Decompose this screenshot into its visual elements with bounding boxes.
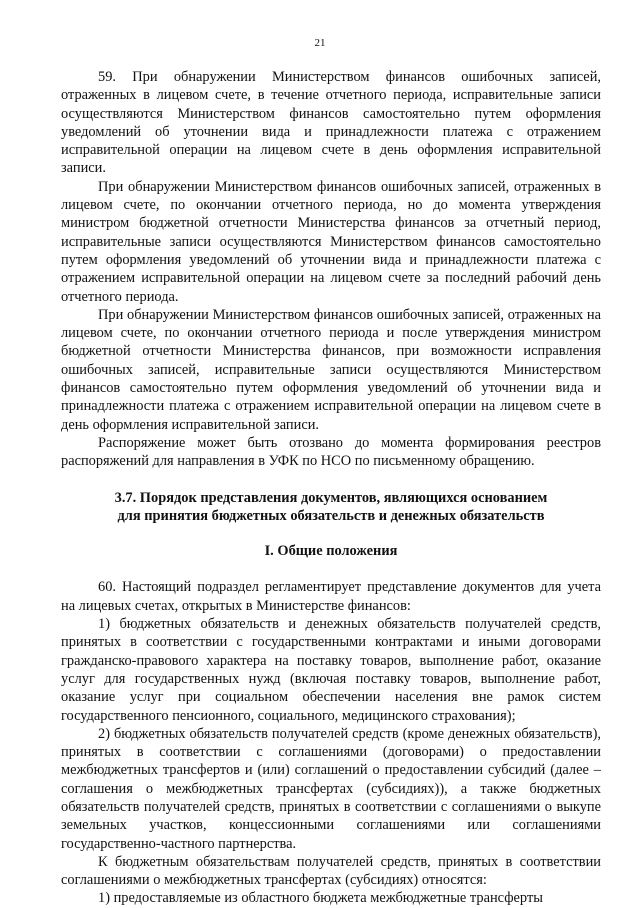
section-heading-line-1: 3.7. Порядок представления документов, являющихся основанием xyxy=(114,489,548,506)
paragraph-59-period-end: При обнаружении Министерством финансов ошибочных записей, отраженных в лицевом счете, по окончании отчетного периода, но до момента утверждения министром бюджетной отчетности Министерства финансов за отчетный период, исправительные записи осуществляются Министерством финансов самостоятельно путем оформления уведомлений об уточнении вида и принадлежности платежа с отражением исправительной операции на лицевом счете за последний рабочий день отчетного периода. xyxy=(61,178,601,305)
list-item-1: 1) бюджетных обязательств и денежных обязательств получателей средств, принятых в соответствии с государственными контрактами и иными договорами гражданско-правового характера на поставку товаров, выполнение работ, оказание услуг для государственных нужд (включая поставку товаров, выполнение работ, оказание услуг при социальном обеспечении населения вне рамок систем государственного пенсионного, социального, медицинского страхования); xyxy=(61,616,601,724)
page-number: 21 xyxy=(314,37,326,49)
section-spacer xyxy=(61,471,601,489)
paragraph-59-revocation: Распоряжение может быть отозвано до момента формирования реестров распоряжений для направления в УФК по НСО по письменному обращению. xyxy=(61,434,601,470)
paragraph-59: 59. При обнаружении Министерством финансов ошибочных записей, отраженных в лицевом счете, в течение отчетного периода, исправительные записи осуществляются Министерством финансов самостоятельно путем оформления уведомлений об уточнении вида и принадлежности платежа с отражением исправительной операции на лицевом счете в день оформления исправительной записи. xyxy=(61,69,601,177)
paragraph-60: 60. Настоящий подраздел регламентирует представление документов для учета на лицевых счетах, открытых в Министерстве финансов: xyxy=(61,579,601,614)
paragraph-obligations-intro: К бюджетным обязательствам получателей средств, принятых в соответствии соглашениями о межбюджетных трансфертах (субсидиях) относятся: xyxy=(61,853,601,889)
list-item-2: 2) бюджетных обязательств получателей средств (кроме денежных обязательств), принятых в соответствии с соглашениями (договорами) о предоставлении межбюджетных трансфертов и (или) соглашений о предоставлении субсидий (далее – соглашения о межбюджетных трансфертах (субсидиях)), а также бюджетных обязательств получателей средств, принятых в соответствии с соглашениями о выкупе земельных участков, концессионными соглашениями или соглашениями государственно-частного партнерства. xyxy=(61,725,601,852)
subsection-spacer xyxy=(61,525,601,542)
subsection-after-spacer xyxy=(61,560,601,578)
section-heading xyxy=(61,489,601,526)
paragraph-59-after-approval: При обнаружении Министерством финансов ошибочных записей, отраженных на лицевом счете, по окончании отчетного периода и после утверждения министром бюджетной отчетности Министерства финансов, при возможности исправления ошибочных записей, исправительные записи осуществляются Министерством финансов самостоятельно путем оформления уведомлений об уточнении вида и принадлежности платежа с отражением исправительной операции на лицевом счете в день оформления исправительной записи. xyxy=(61,306,601,433)
section-heading-line-2: для принятия бюджетных обязательств и денежных обязательств xyxy=(117,507,545,524)
document-body xyxy=(61,68,601,908)
sub-list-item-1: 1) предоставляемые из областного бюджета межбюджетные трансферты xyxy=(98,890,543,907)
subsection-heading: I. Общие положения xyxy=(264,543,398,560)
